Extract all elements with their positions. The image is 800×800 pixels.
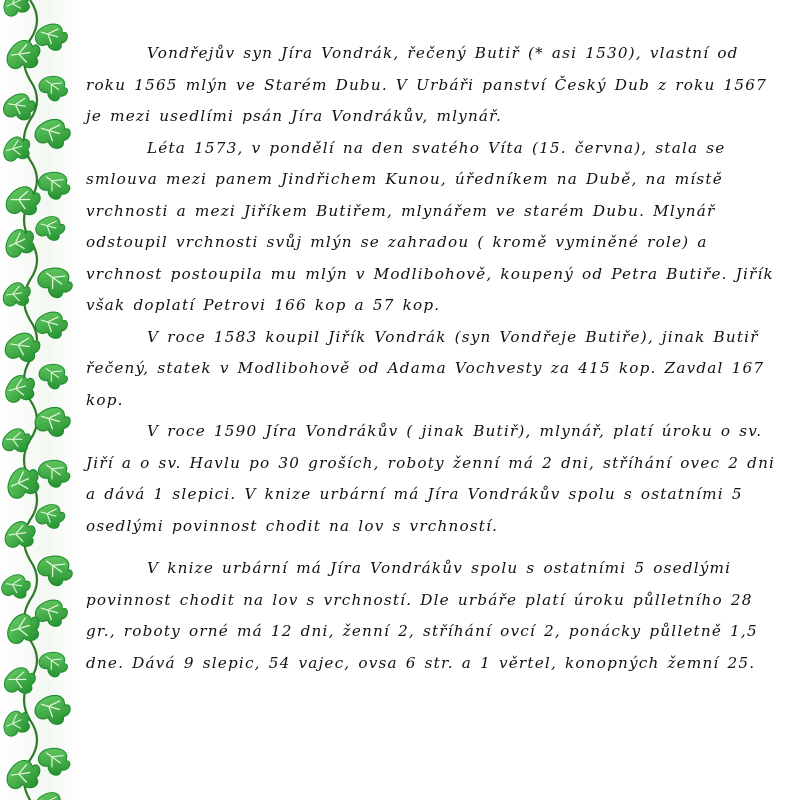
paragraph-2: Léta 1573, v pondělí na den svatého Víta (15. června), stala se smlouva mezi panem Jindřichem Kunou, úředníkem na Dubě, na místě vrchnosti a mezi Jiříkem Butiřem, mlynářem ve starém Dubu. Mlynář odstoupil vrchnosti svůj mlýn se zahradou ( kromě vyminěné role) a vrchnost postoupila mu mlýn v Modlibohově, koupený od Petra Butiře. Jiřík však doplatí Petrovi 166 kop a 57 kop. bbox=[86, 138, 774, 314]
ivy-leaf-icon bbox=[36, 645, 72, 680]
ivy-leaf-icon bbox=[34, 212, 68, 243]
ivy-leaf-icon bbox=[2, 373, 37, 404]
ivy-leaf-icon bbox=[6, 759, 41, 789]
ivy-leaf-icon bbox=[6, 39, 41, 69]
ivy-leaf-icon bbox=[34, 788, 68, 800]
ivy-leaf-icon bbox=[35, 741, 75, 780]
ivy-leaf-icon bbox=[33, 307, 70, 341]
ivy-leaf-icon bbox=[36, 357, 72, 392]
ivy-leaf-icon bbox=[33, 114, 74, 151]
paragraph-5: V knize urbární má Jíra Vondrákův spolu s ostatními 5 osedlými povinnost chodit na lov s vrchností. Dle urbáře platí úroku půlletního 28 gr., roboty orné má 12 dni, ženní 2, stříhání ovcí 2, ponácky půlletně 1,5 dne. Dává 9 slepic, 54 vajec, ovsa 6 str. a 1 věrtel, konopných žemní 25. bbox=[86, 559, 758, 672]
ivy-leaf-icon bbox=[1, 225, 38, 259]
ivy-leaf-icon bbox=[33, 402, 74, 439]
ivy-leaf-icon bbox=[0, 0, 33, 18]
ivy-leaf-icon bbox=[34, 500, 68, 531]
ivy-leaf-icon bbox=[0, 572, 32, 600]
paragraph-3: V roce 1583 koupil Jiřík Vondrák (syn Vondřeje Butiře), jinak Butiř řečený, statek v Modlibohově od Adama Vochvesty za 415 kop. Zavdal 167 kop. bbox=[86, 327, 765, 409]
ivy-leaf-icon bbox=[4, 667, 36, 694]
ivy-leaf-icon bbox=[4, 521, 36, 548]
ivy-vine-border bbox=[0, 0, 80, 800]
ivy-leaf-icon bbox=[2, 428, 31, 453]
ivy-leaf-icon bbox=[0, 707, 33, 738]
ivy-leaf-icon bbox=[33, 690, 74, 727]
ivy-leaf-icon bbox=[36, 69, 72, 104]
ivy-vine-graphic bbox=[0, 0, 80, 800]
ivy-leaf-icon bbox=[35, 453, 75, 492]
ivy-leaf-icon bbox=[35, 165, 75, 204]
ivy-leaf-icon bbox=[34, 260, 77, 303]
paragraph-4: V roce 1590 Jíra Vondrákův ( jinak Butiř), mlynář, platí úroku o sv. Jiří a o sv. Havlu po 30 groších, roboty ženní má 2 dni, stříhání ovec 2 dni a dává 1 slepici. V knize urbární má Jíra Vondrákův spolu s ostatními 5 osedlými povinnost chodit na lov s vrchností. bbox=[86, 422, 776, 535]
document-text bbox=[86, 38, 780, 679]
paragraph-1: Vondřejův syn Jíra Vondrák, řečený Butiř (* asi 1530), vlastní od roku 1565 mlýn ve Starém Dubu. V Urbáři panství Český Dub z roku 1567 je mezi usedlími psán Jíra Vondrákův, mlynář. bbox=[86, 44, 768, 125]
ivy-leaf-icon bbox=[34, 548, 77, 591]
